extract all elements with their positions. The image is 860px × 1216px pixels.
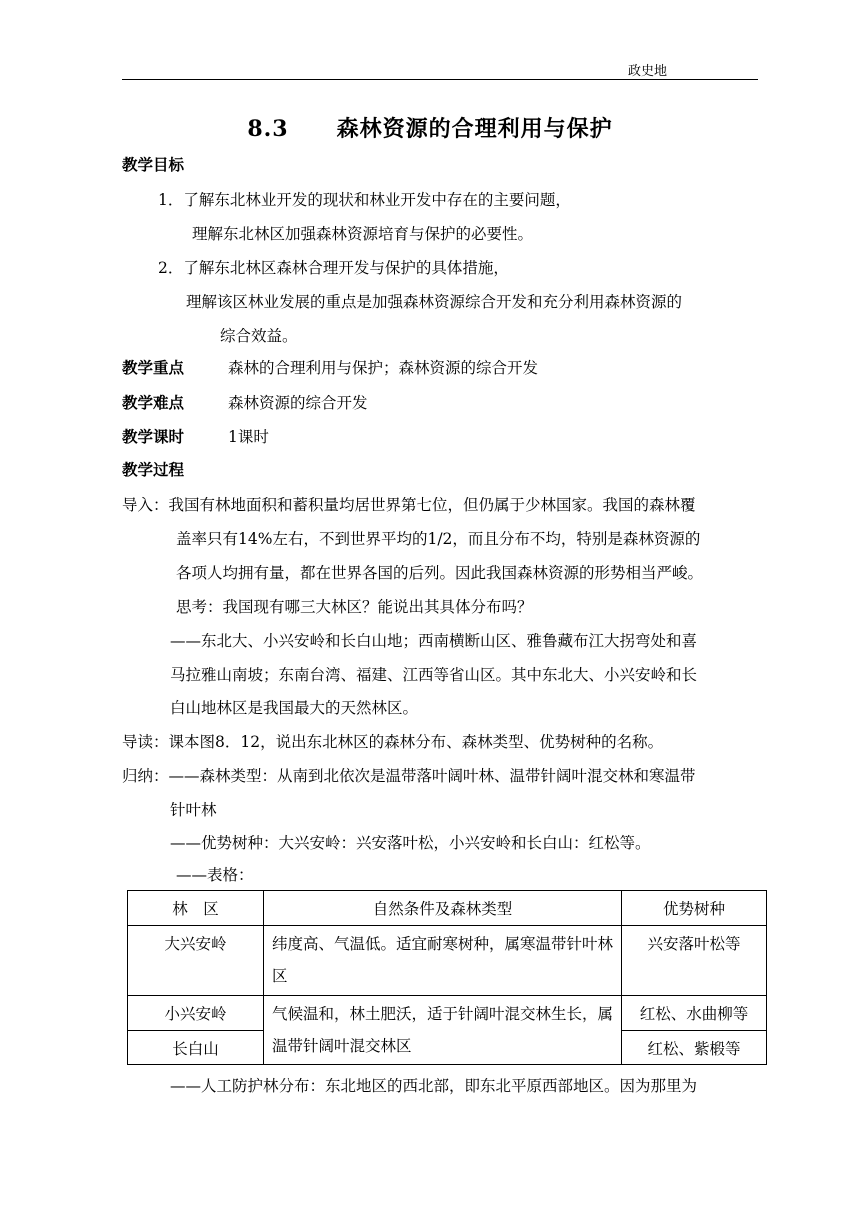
table-cell-conditions: 气候温和，林土肥沃，适于针阔叶混交林生长，属温带针阔叶混交林区 (264, 996, 622, 1065)
table-cell-species: 红松、紫椴等 (622, 1031, 767, 1065)
table-intro-line: ——表格： (176, 866, 254, 884)
question-line: 思考：我国现有哪三大林区？能说出其具体分布吗？ (176, 598, 533, 616)
objective-1-line-1: 1．了解东北林业开发的现状和林业开发中存在的主要问题， (158, 191, 571, 209)
summary-line-1: 归纳：——森林类型：从南到北依次是温带落叶阔叶林、温带针阔叶混交林和寒温带 (122, 767, 696, 785)
table-cell-species: 兴安落叶松等 (622, 926, 767, 996)
answer-line-2: 马拉雅山南坡；东南台湾、福建、江西等省山区。其中东北大、小兴安岭和长 (170, 666, 698, 684)
species-line: ——优势树种：大兴安岭：兴安落叶松，小兴安岭和长白山：红松等。 (170, 834, 651, 852)
table-header-region: 林 区 (128, 891, 264, 926)
key-points-label: 教学重点 (122, 358, 185, 377)
hours-label: 教学课时 (122, 427, 185, 446)
summary-line-2: 针叶林 (170, 801, 217, 819)
objective-2-line-2: 理解该区林业发展的重点是加强森林资源综合开发和充分利用森林资源的 (186, 293, 683, 311)
table-row (128, 996, 767, 1031)
forest-table (127, 890, 767, 1065)
header-subject: 政史地 (628, 64, 668, 79)
difficulty-value: 森林资源的综合开发 (228, 394, 368, 412)
table-row (128, 926, 767, 996)
table-cell-region: 长白山 (128, 1031, 264, 1065)
table-header-row (128, 891, 767, 926)
objective-2-line-1: 2．了解东北林区森林合理开发与保护的具体措施， (158, 259, 509, 277)
answer-line-3: 白山地林区是我国最大的天然林区。 (170, 699, 419, 717)
table-cell-species: 红松、水曲柳等 (622, 996, 767, 1031)
last-line: ——人工防护林分布：东北地区的西北部，即东北平原西部地区。因为那里为 (170, 1077, 698, 1095)
intro-line-2: 盖率只有14%左右，不到世界平均的1/2，而且分布不均，特别是森林资源的 (176, 530, 701, 548)
page-title (0, 112, 860, 143)
guide-line: 导读：课本图8．12，说出东北林区的森林分布、森林类型、优势树种的名称。 (122, 733, 664, 751)
answer-line-1: ——东北大、小兴安岭和长白山地；西南横断山区、雅鲁藏布江大拐弯处和喜 (170, 632, 698, 650)
intro-line-3: 各项人均拥有量，都在世界各国的后列。因此我国森林资源的形势相当严峻。 (176, 564, 704, 582)
process-heading: 教学过程 (122, 460, 185, 479)
title-text: 森林资源的合理利用与保护 (336, 116, 613, 142)
table-header-conditions: 自然条件及森林类型 (264, 891, 622, 926)
header-rule (122, 79, 758, 80)
key-points-value: 森林的合理利用与保护；森林资源的综合开发 (228, 359, 539, 377)
objective-1-line-2: 理解东北林区加强森林资源培育与保护的必要性。 (192, 225, 534, 243)
hours-value: 1课时 (228, 428, 269, 446)
title-number: 8.3 (247, 116, 289, 142)
objective-2-line-3: 综合效益。 (220, 327, 298, 345)
difficulty-label: 教学难点 (122, 393, 185, 412)
table-cell-region: 小兴安岭 (128, 996, 264, 1031)
table-header-species: 优势树种 (622, 891, 767, 926)
objectives-heading: 教学目标 (122, 155, 185, 174)
table-cell-conditions: 纬度高、气温低。适宜耐寒树种，属寒温带针叶林区 (264, 926, 622, 996)
intro-line-1: 导入：我国有林地面积和蓄积量均居世界第七位，但仍属于少林国家。我国的森林覆 (122, 496, 696, 514)
table-cell-region: 大兴安岭 (128, 926, 264, 996)
